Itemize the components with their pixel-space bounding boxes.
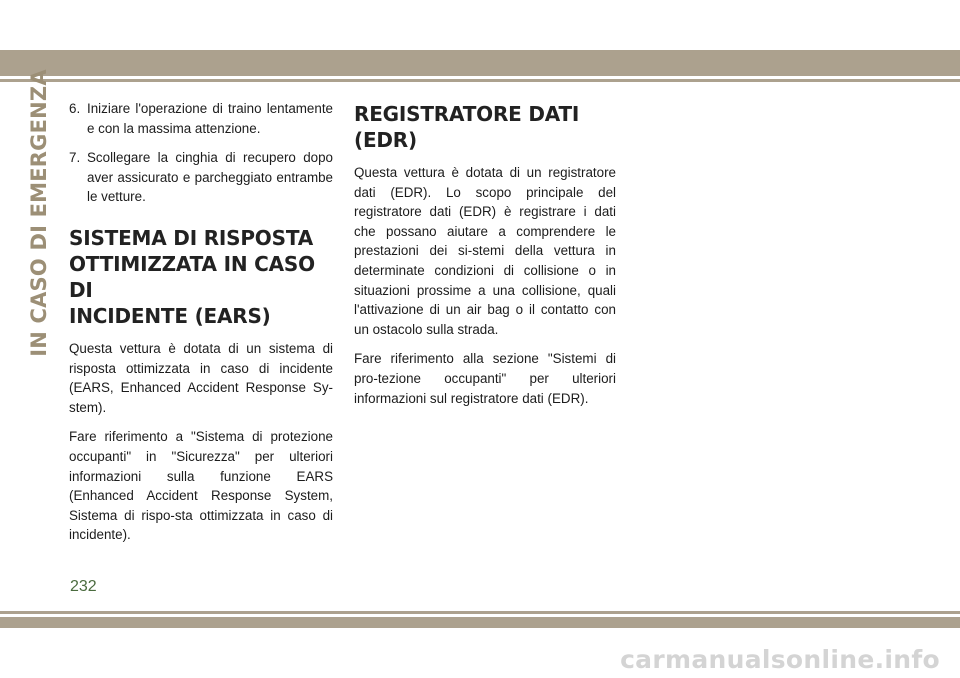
watermark: carmanualsonline.info	[620, 645, 940, 674]
step-text: Scollegare la cinghia di recupero dopo aver assicurato e parcheggiato entrambe le vetture.	[87, 150, 333, 205]
left-column	[69, 99, 333, 555]
step-item	[69, 148, 333, 207]
footer-rule	[0, 611, 960, 614]
section-title: IN CASO DI EMERGENZA	[27, 69, 52, 357]
edr-paragraph: Fare riferimento alla sezione "Sistemi di pro-tezione occupanti" per ulteriori informazioni sul registratore dati (EDR).	[354, 351, 616, 406]
ears-heading-line: SISTEMA DI RISPOSTA	[69, 225, 313, 250]
right-column	[354, 101, 616, 418]
step-number: 6.	[69, 101, 81, 116]
step-text: Iniziare l'operazione di traino lentamente e con la massima attenzione.	[87, 101, 333, 136]
section-tab	[26, 69, 52, 357]
ears-heading-line: OTTIMIZZATA IN CASO DI	[69, 251, 315, 302]
step-number: 7.	[69, 150, 81, 166]
ears-paragraph: Questa vettura è dotata di un sistema di risposta ottimizzata in caso di incidente (EARS, Enhanced Accident Response Sy-stem).	[69, 340, 333, 415]
header-band	[0, 50, 960, 76]
ears-heading	[69, 225, 333, 329]
step-item	[69, 99, 333, 138]
edr-heading: REGISTRATORE DATI (EDR)	[354, 102, 580, 152]
ears-heading-line: INCIDENTE (EARS)	[69, 303, 271, 328]
footer-band	[0, 617, 960, 628]
edr-paragraph: Questa vettura è dotata di un registratore dati (EDR). Lo scopo principale del registratore dati (EDR) è registrare i dati che possano aiutare a comprendere le prestazioni dei si-stemi della vettura in determinate condizioni di collisione o in situazioni prossime a una collisione, quali l'attivazione di un air bag o il contatto con un ostacolo sulla strada.	[354, 165, 616, 337]
header-rule	[0, 79, 960, 82]
ears-paragraph: Fare riferimento a "Sistema di protezione occupanti" in "Sicurezza" per ulteriori informazioni sulla funzione EARS (Enhanced Accident Response System, Sistema di rispo-sta ottimizzata in caso di incidente).	[69, 429, 333, 543]
page-number: 232	[70, 578, 97, 595]
